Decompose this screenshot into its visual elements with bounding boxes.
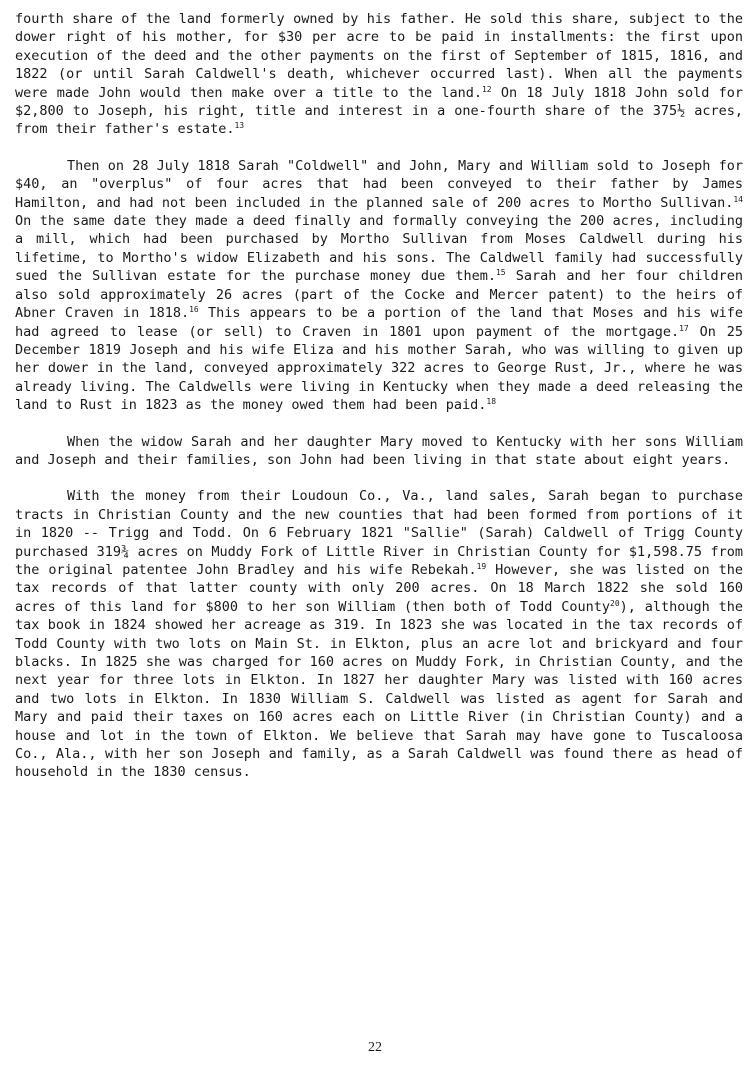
text-run: Sarah and her four children also sold approximately 26 acres (part of the Cocke and Mercer patent) to the heirs of Abner Craven in 1818. bbox=[15, 268, 744, 322]
text-run: However, she was listed on the tax records of that latter county with only 200 acres. On 18 March 1822 she sold 160 acres of this land for $800 to her son William (then both of Todd County bbox=[15, 561, 743, 615]
paragraph-3 bbox=[15, 433, 743, 470]
footnote-ref: 12 bbox=[481, 84, 492, 94]
text-run: This appears to be a portion of the land that Moses and his wife had agreed to lease (or sell) to Craven in 1801 upon payment of the mortgage. bbox=[15, 305, 743, 340]
page-number: 22 bbox=[368, 1040, 382, 1055]
paragraph-2 bbox=[15, 157, 743, 415]
text-run: fourth share of the land formerly owned by his father. He sold this share, subject to the dower right of his mother, for $30 per acre to be paid in installments: the first upon execution of the deed and the other payments on the first of September of 1815, 1816, and 1822 (or until Sarah Caldwell's death, whichever occurred last). When all the payments were made John would then make over a title to the land. bbox=[15, 11, 743, 101]
footnote-ref: 15 bbox=[495, 268, 506, 278]
text-run: On the same date they made a deed finally and formally conveying the 200 acres, including a mill, which had been purchased by Mortho Sullivan from Moses Caldwell during his lifetime, to Mortho's widow Elizabeth and his sons. The Caldwell family had successfully sued the Sullivan estate for the purchase money due them. bbox=[15, 213, 743, 285]
text-run: ), although the tax book in 1824 showed her acreage as 319. In 1823 she was located in the tax records of Todd County with two lots on Main St. in Elkton, plus an acre lot and brickyard and four blacks. In 1825 she was charged for 160 acres on Muddy Fork, in Christian County, and the next year for three lots in Elkton. In 1827 her daughter Mary was listed with 160 acres and two lots in Elkton. In 1830 William S. Caldwell was listed as agent for Sarah and Mary and paid their taxes on 160 acres each on Little River (in Christian County) and a house and lot in the town of Elkton. We believe that Sarah may have gone to Tuscaloosa Co., Ala., with her son Joseph and family, as a Sarah Caldwell was found there as head of household in the 1830 census. bbox=[15, 598, 743, 781]
text-run: When the widow Sarah and her daughter Mary moved to Kentucky with her sons William and Joseph and their families, son John had been living in that state about eight years. bbox=[15, 433, 743, 468]
paragraph-1 bbox=[15, 10, 743, 139]
footnote-ref: 20 bbox=[610, 598, 620, 608]
footnote-ref: 14 bbox=[733, 194, 743, 204]
paragraph-4 bbox=[15, 487, 743, 782]
text-run: On 18 July 1818 John sold for $2,800 to Joseph, his right, title and interest in a one-fourth share of the 375½ acres, from their father's estate. bbox=[15, 84, 743, 138]
document-page bbox=[15, 10, 743, 782]
footnote-ref: 19 bbox=[476, 561, 487, 571]
text-run: Then on 28 July 1818 Sarah "Coldwell" and John, Mary and William sold to Joseph for $40, an "overplus" of four acres that had been conveyed to their father by James Hamilton, and had not been included in the planned sale of 200 acres to Mortho Sullivan. bbox=[15, 157, 743, 211]
footnote-ref: 18 bbox=[486, 397, 497, 407]
footnote-ref: 16 bbox=[189, 305, 199, 315]
footnote-ref: 13 bbox=[234, 121, 245, 131]
text-run: On 25 December 1819 Joseph and his wife Eliza and his mother Sarah, who was willing to given up her dower in the land, conveyed approximately 322 acres to George Rust, Jr., where he was already living. The Caldwells were living in Kentucky when they made a deed releasing the land to Rust in 1823 as the money owed them had been paid. bbox=[15, 323, 743, 414]
footnote-ref: 17 bbox=[679, 323, 689, 333]
text-run: With the money from their Loudoun Co., Va., land sales, Sarah began to purchase tracts in Christian County and the new counties that had been formed from portions of it in 1820 -- Trigg and Todd. On 6 February 1821 "Sallie" (Sarah) Caldwell of Trigg County purchased 319¾ acres on Muddy Fork of Little River in Christian County for $1,598.75 from the original patentee John Bradley and his wife Rebekah. bbox=[15, 488, 743, 578]
